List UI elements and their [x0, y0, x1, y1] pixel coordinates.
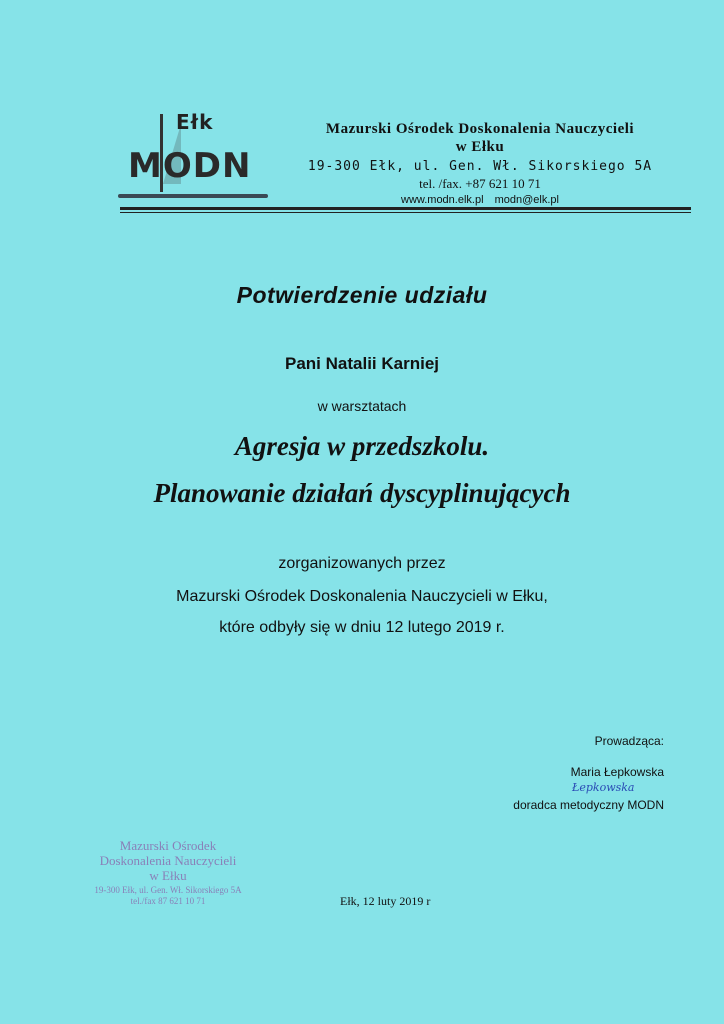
place-and-date: Ełk, 12 luty 2019 r — [340, 894, 431, 908]
institution-stamp — [68, 838, 268, 907]
institution-address: 19-300 Ełk, ul. Gen. Wł. Sikorskiego 5A — [307, 159, 653, 174]
signatory-name: Maria Łepkowska — [570, 765, 664, 779]
website-link: www.modn.elk.pl — [401, 194, 484, 206]
header-rule-thin — [120, 212, 691, 213]
logo-main-text: MODN — [128, 146, 252, 186]
email-link: modn@elk.pl — [494, 194, 559, 206]
stamp-line-1: Mazurski Ośrodek — [119, 838, 217, 853]
stamp-line-5: tel./fax 87 621 10 71 — [130, 896, 206, 906]
organized-by-text: zorganizowanych przez — [278, 555, 446, 572]
institution-contacts — [270, 193, 690, 207]
signatory-title: doradca metodyczny MODN — [513, 798, 664, 812]
organizer-name: Mazurski Ośrodek Doskonalenia Nauczycieli w Ełku, — [176, 588, 548, 605]
event-date-text: które odbyły się w dniu 12 lutego 2019 r. — [219, 619, 505, 636]
recipient-name: Pani Natalii Karniej — [285, 354, 439, 373]
handwritten-signature: Łepkowska — [572, 781, 635, 794]
institution-phone: tel. /fax. +87 621 10 71 — [419, 176, 541, 191]
institution-name: Mazurski Ośrodek Doskonalenia Nauczycieli — [325, 121, 635, 137]
institution-header — [270, 120, 690, 207]
stamp-line-2: Doskonalenia Nauczycieli — [99, 853, 237, 868]
workshop-topic-line1: Agresja w przedszkolu. — [234, 431, 490, 461]
signature-role: Prowadząca: — [594, 734, 664, 748]
modn-logo — [118, 104, 268, 204]
workshop-topic-line2: Planowanie działań dyscyplinujących — [153, 478, 571, 508]
document-title: Potwierdzenie udziału — [236, 282, 488, 308]
stamp-line-3: w Ełku — [149, 868, 187, 883]
institution-city: w Ełku — [455, 139, 505, 155]
logo-wave-icon — [118, 194, 268, 198]
stamp-line-4: 19-300 Ełk, ul. Gen. Wł. Sikorskiego 5A — [94, 885, 242, 895]
header-rule — [120, 207, 691, 210]
logo-city-text: Ełk — [176, 110, 214, 134]
intro-text: w warsztatach — [317, 398, 407, 414]
